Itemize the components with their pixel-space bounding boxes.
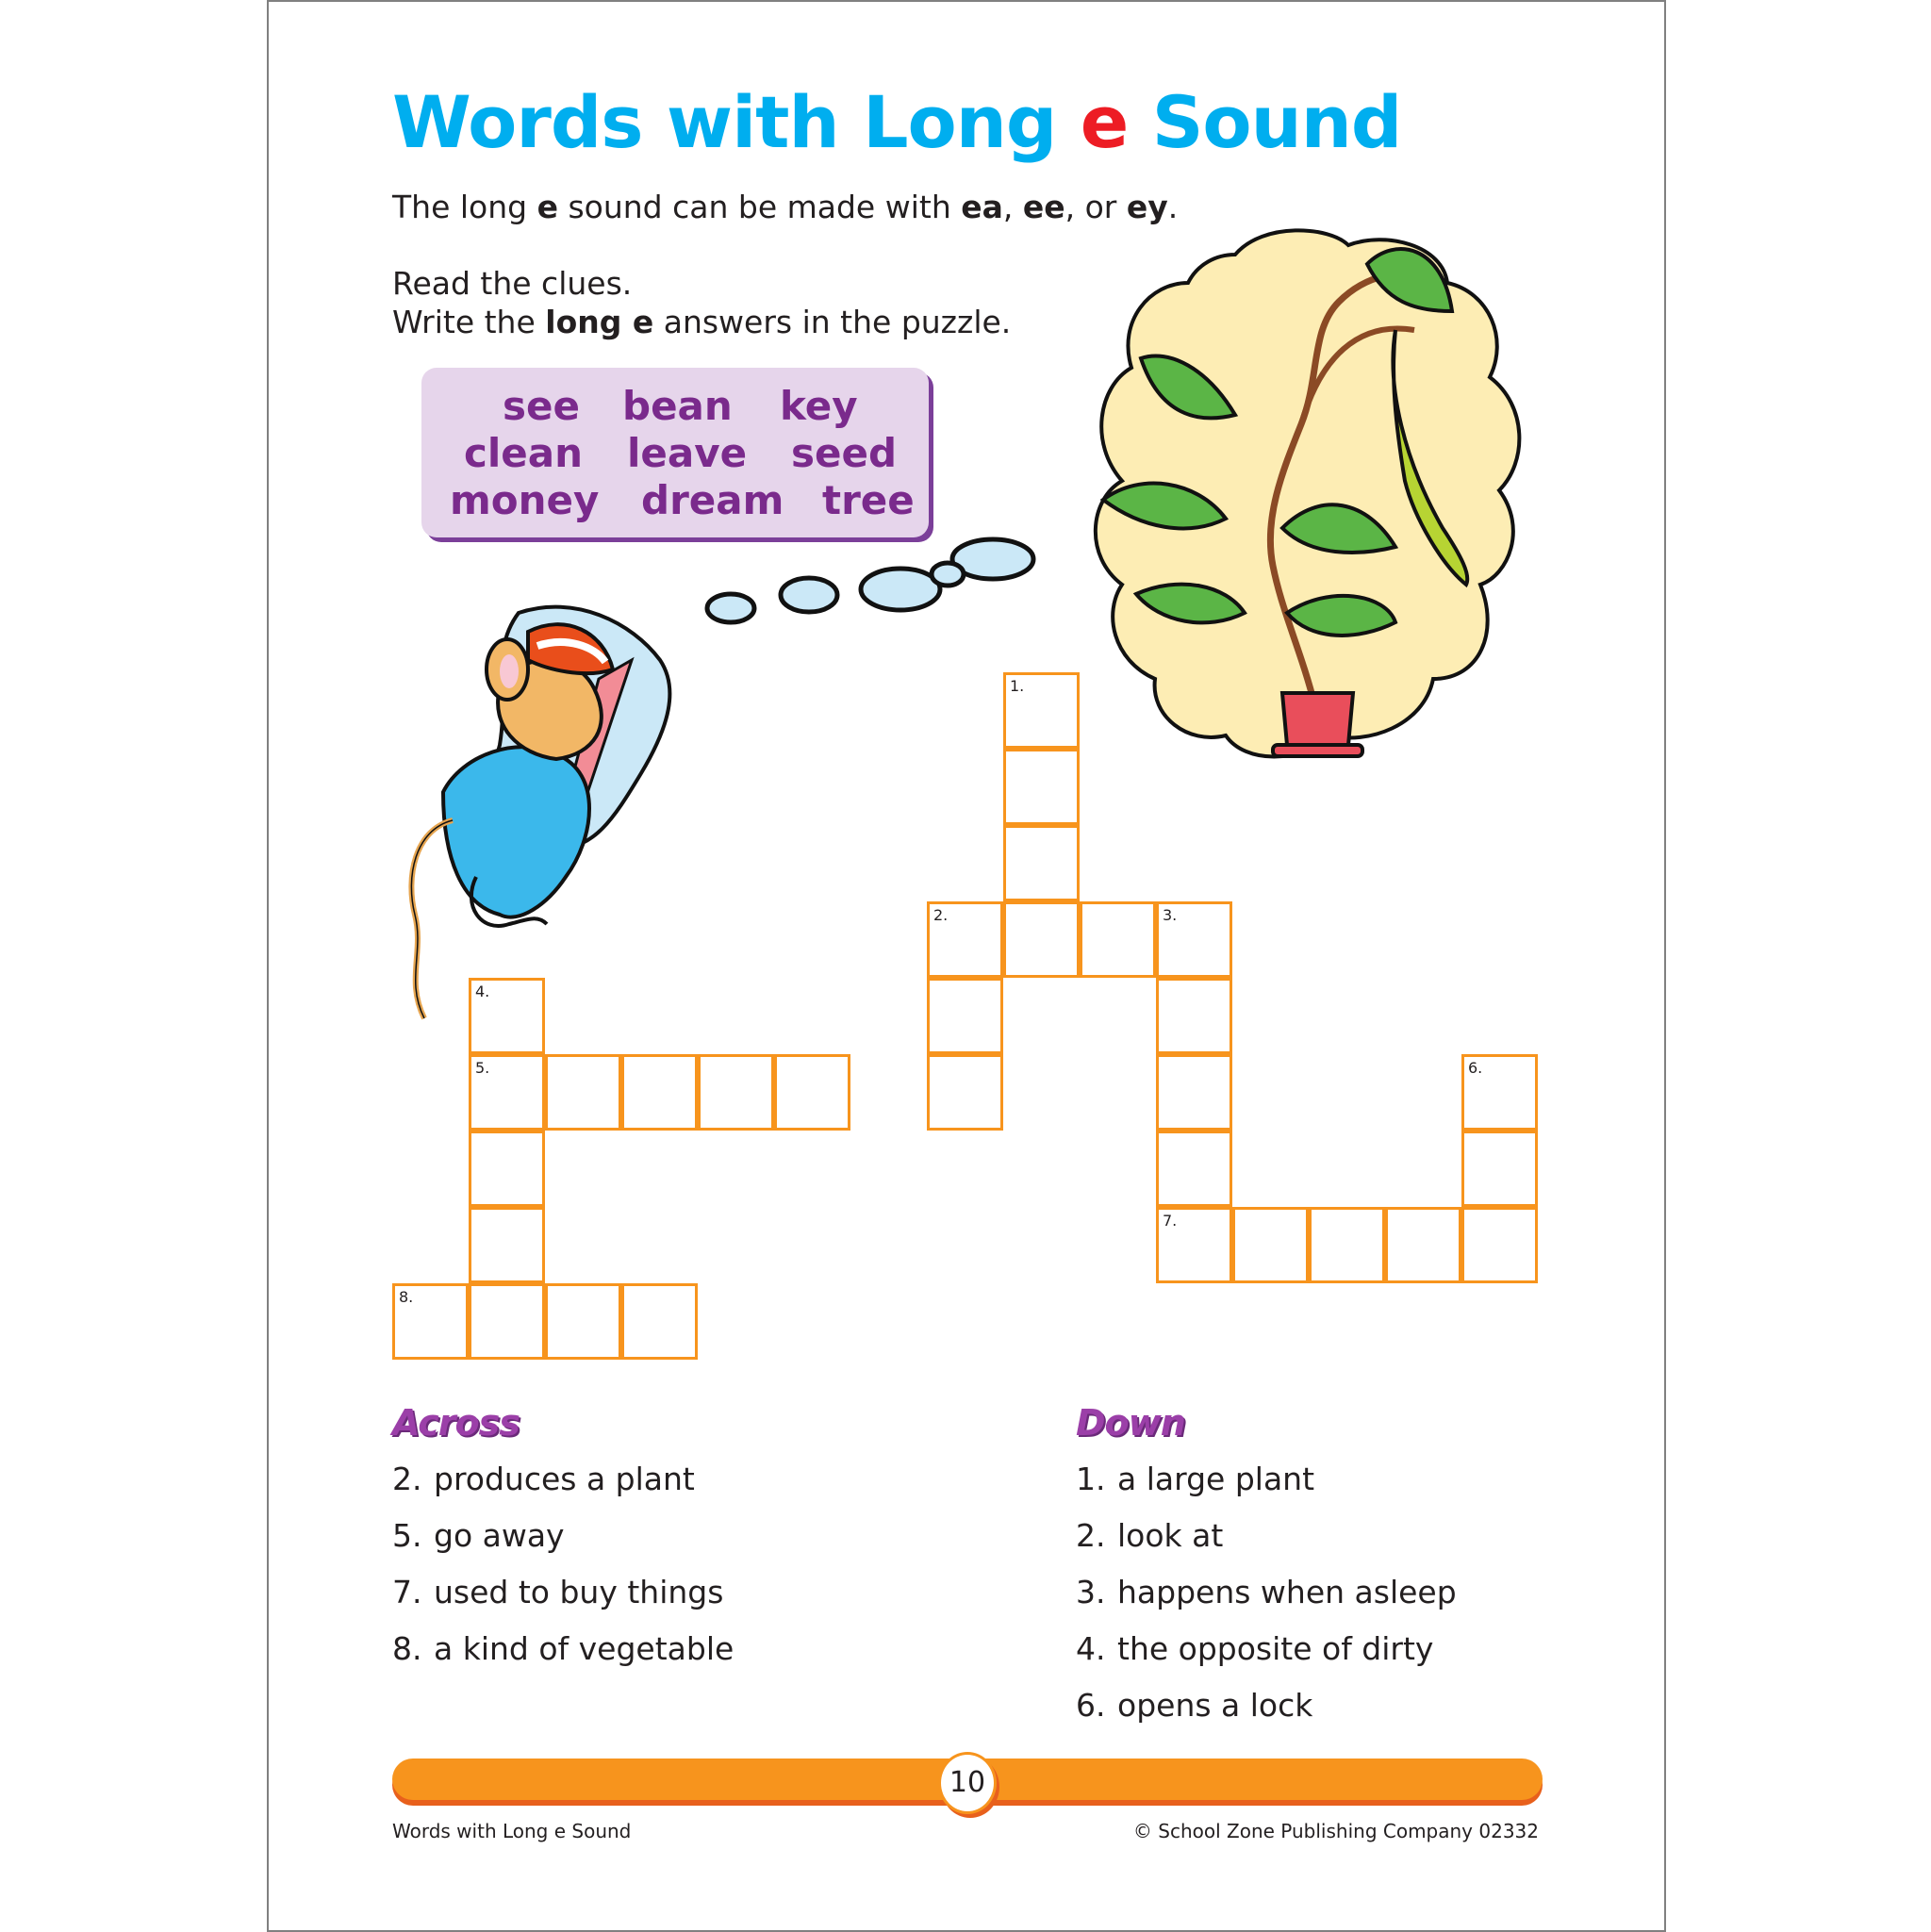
crossword-cell[interactable] xyxy=(1309,1207,1385,1283)
cell-clue-number: 6. xyxy=(1468,1059,1483,1077)
word-bank-word: key xyxy=(780,383,858,429)
crossword-cell[interactable] xyxy=(1003,825,1080,901)
clue-number: 8. xyxy=(392,1630,422,1667)
clue-number: 3. xyxy=(1076,1574,1106,1610)
crossword-cell[interactable] xyxy=(1461,1054,1538,1131)
word-bank-word: dream xyxy=(641,477,784,523)
cell-clue-number: 3. xyxy=(1163,906,1178,924)
cell-clue-number: 8. xyxy=(399,1288,414,1306)
clue-number: 7. xyxy=(392,1574,422,1610)
clue-text: a large plant xyxy=(1117,1461,1315,1497)
across-clue xyxy=(392,1574,724,1610)
clue-number: 6. xyxy=(1076,1687,1106,1724)
across-clue xyxy=(392,1630,734,1667)
intro-text: , xyxy=(1002,189,1023,225)
intro-bold: ey xyxy=(1126,189,1168,225)
cell-clue-number: 2. xyxy=(933,906,949,924)
across-heading: Across xyxy=(392,1402,520,1444)
crossword-cell[interactable] xyxy=(927,1054,1003,1131)
word-bank-word: money xyxy=(450,477,600,523)
crossword-cell[interactable] xyxy=(1461,1207,1538,1283)
word-bank-word: leave xyxy=(627,430,748,476)
title-text-before: Words with Long xyxy=(392,80,1081,164)
clue-number: 5. xyxy=(392,1517,422,1554)
down-clue xyxy=(1076,1574,1457,1610)
crossword-cell[interactable] xyxy=(1156,901,1232,978)
crossword-cell[interactable] xyxy=(1080,901,1156,978)
clue-text: a kind of vegetable xyxy=(434,1630,734,1667)
crossword-cell[interactable] xyxy=(621,1054,698,1131)
crossword-cell[interactable] xyxy=(469,978,545,1054)
clue-text: happens when asleep xyxy=(1117,1574,1457,1610)
crossword-cell[interactable] xyxy=(1461,1131,1538,1207)
crossword-cell[interactable] xyxy=(1232,1207,1309,1283)
clue-number: 1. xyxy=(1076,1461,1106,1497)
down-heading: Down xyxy=(1076,1402,1185,1444)
clue-number: 2. xyxy=(1076,1517,1106,1554)
clue-text: the opposite of dirty xyxy=(1117,1630,1434,1667)
crossword-cell[interactable] xyxy=(1156,1207,1232,1283)
crossword-cell[interactable] xyxy=(469,1131,545,1207)
intro-bold: ee xyxy=(1022,189,1065,225)
across-clue xyxy=(392,1461,695,1497)
crossword-cell[interactable] xyxy=(698,1054,774,1131)
clue-number: 4. xyxy=(1076,1630,1106,1667)
down-clue xyxy=(1076,1687,1313,1724)
cell-clue-number: 5. xyxy=(475,1059,490,1077)
crossword-cell[interactable] xyxy=(774,1054,850,1131)
title-text-after: Sound xyxy=(1128,80,1402,164)
down-clue xyxy=(1076,1461,1315,1497)
footer-copyright: © School Zone Publishing Company 02332 xyxy=(1132,1820,1539,1842)
crossword-cell[interactable] xyxy=(621,1283,698,1360)
cell-clue-number: 1. xyxy=(1010,677,1025,695)
crossword-cell[interactable] xyxy=(545,1283,621,1360)
thought-bubble-icon xyxy=(861,569,940,610)
crossword-cell[interactable] xyxy=(1156,1054,1232,1131)
cell-clue-number: 7. xyxy=(1163,1212,1178,1230)
intro-text: . xyxy=(1167,189,1179,225)
word-bank-word: bean xyxy=(622,383,733,429)
intro-bold: e xyxy=(536,189,558,225)
crossword-cell[interactable] xyxy=(1156,978,1232,1054)
clue-text: look at xyxy=(1117,1517,1224,1554)
page-number: 10 xyxy=(938,1752,997,1814)
crossword-cell[interactable] xyxy=(545,1054,621,1131)
thought-bubble-icon xyxy=(932,563,964,586)
word-bank-word: seed xyxy=(791,430,898,476)
crossword-cell[interactable] xyxy=(1003,901,1080,978)
intro-text: , or xyxy=(1065,189,1127,225)
intro-line-2: Read the clues. xyxy=(392,265,633,302)
down-clue xyxy=(1076,1630,1434,1667)
crossword-cell[interactable] xyxy=(1003,672,1080,749)
cell-clue-number: 4. xyxy=(475,983,490,1000)
footer-left-text: Words with Long e Sound xyxy=(392,1820,632,1842)
word-bank-word: see xyxy=(503,383,580,429)
clue-text: used to buy things xyxy=(434,1574,724,1610)
bean-plant-icon xyxy=(1084,217,1546,773)
across-clue xyxy=(392,1517,565,1554)
intro-bold: ea xyxy=(961,189,1003,225)
intro-text: sound can be made with xyxy=(557,189,962,225)
clue-text: go away xyxy=(434,1517,565,1554)
title-accent-e: e xyxy=(1080,80,1129,164)
clue-number: 2. xyxy=(392,1461,422,1497)
crossword-cell[interactable] xyxy=(1385,1207,1461,1283)
crossword-cell[interactable] xyxy=(1156,1131,1232,1207)
crossword-cell[interactable] xyxy=(927,978,1003,1054)
clue-text: produces a plant xyxy=(434,1461,695,1497)
intro-bold: long e xyxy=(545,304,654,340)
crossword-cell[interactable] xyxy=(469,1283,545,1360)
word-bank-word: clean xyxy=(464,430,584,476)
crossword-cell[interactable] xyxy=(469,1207,545,1283)
crossword-cell[interactable] xyxy=(392,1283,469,1360)
crossword-cell[interactable] xyxy=(1003,749,1080,825)
sleeping-mouse-icon xyxy=(405,594,820,1028)
word-bank-word: tree xyxy=(822,477,915,523)
intro-text: The long xyxy=(392,189,537,225)
down-clue xyxy=(1076,1517,1224,1554)
clue-text: opens a lock xyxy=(1117,1687,1313,1724)
intro-text: Write the xyxy=(392,304,546,340)
crossword-cell[interactable] xyxy=(469,1054,545,1131)
crossword-cell[interactable] xyxy=(927,901,1003,978)
intro-text: answers in the puzzle. xyxy=(653,304,1012,340)
